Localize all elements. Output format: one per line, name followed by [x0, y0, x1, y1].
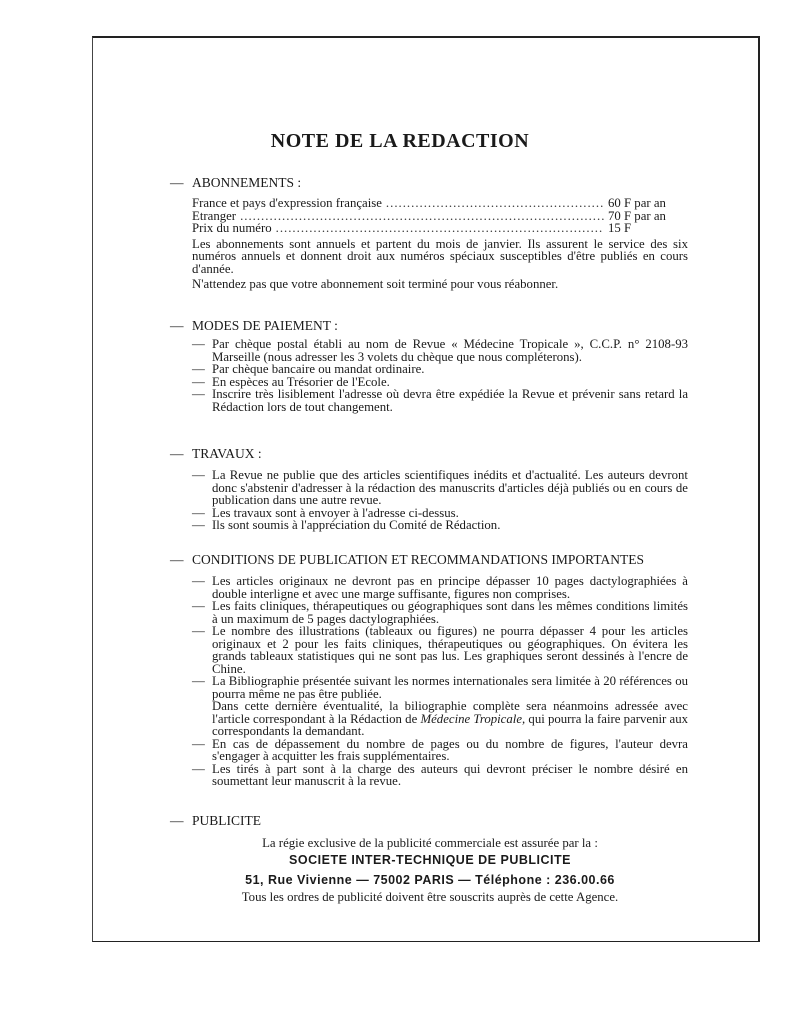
section-travaux-heading	[170, 446, 262, 462]
section-label: TRAVAUX :	[192, 446, 262, 461]
rate-value: 70 F par an	[608, 208, 666, 223]
section-label: MODES DE PAIEMENT :	[192, 318, 338, 333]
list-item	[192, 388, 688, 413]
list-item-text: Le nombre des illustrations (tableaux ou figures) ne pourra dépasser 4 pour les articles originaux et 2 pour les faits cliniques, thérapeutiques ou géographiques. On évitera les grands tableaux statistiques qui ne sont pas lus. Les graphiques seront dessinés à l'encre de Chine.	[212, 624, 688, 676]
rate-row	[192, 197, 688, 210]
section-dash: —	[170, 552, 184, 567]
bullet-dash: —	[192, 624, 205, 638]
bullet-dash: —	[192, 505, 205, 520]
leader-dots	[276, 222, 604, 235]
bullet-dash: —	[192, 599, 205, 613]
rate-row	[192, 222, 688, 235]
bullet-dash: —	[192, 761, 205, 776]
list-item-text: Les tirés à part sont à la charge des auteurs qui devront préciser le nombre désiré en soumettant leur manuscrit à la revue.	[212, 761, 688, 788]
agency-address: 51, Rue Vivienne — 75002 PARIS — Téléphone : 236.00.66	[245, 873, 615, 887]
bullet-dash: —	[192, 674, 205, 688]
list-item-text: La Bibliographie présentée suivant les normes internationales sera limitée à 20 références ou pourra même ne pas être publiée.	[212, 674, 688, 701]
publicite-closing: Tous les ordres de publicité doivent être souscrits auprès de cette Agence.	[241, 890, 619, 904]
bullet-dash: —	[192, 574, 205, 588]
abonnements-paragraph: Les abonnements sont annuels et partent du mois de janvier. Ils assurent le service des six numéros annuels et donnent droit aux numéros spéciaux susceptibles d'être publiés en cours d'année.	[192, 236, 688, 276]
list-item-text: Par chèque bancaire ou mandat ordinaire.	[212, 362, 425, 376]
bullet-dash: —	[192, 387, 205, 401]
section-dash: —	[170, 175, 184, 190]
list-item-text: La Revue ne publie que des articles scientifiques inédits et d'actualité. Les auteurs devront donc s'abstenir d'adresser à la rédaction des manuscrits d'articles déjà publiés ou en cours de publication dans une autre revue.	[212, 468, 688, 507]
list-item	[192, 763, 688, 788]
section-label: PUBLICITE	[192, 813, 261, 828]
bullet-dash: —	[192, 362, 205, 376]
rate-label: Etranger	[192, 208, 237, 223]
publicite-intro: La régie exclusive de la publicité commerciale est assurée par la :	[262, 836, 598, 850]
rate-value: 60 F par an	[608, 196, 666, 210]
bullet-dash: —	[192, 468, 205, 482]
bullet-dash: —	[192, 374, 205, 389]
bibliography-note-text: Dans cette dernière éventualité, la biliographie complète sera néanmoins adressée avec l'article correspondant à la Rédaction de	[212, 699, 688, 726]
list-item	[192, 600, 688, 625]
list-item	[192, 519, 688, 532]
list-item	[192, 469, 688, 507]
conditions-block	[192, 575, 688, 788]
list-item	[192, 675, 688, 738]
abonnements-block	[192, 197, 688, 291]
bibliography-note	[212, 700, 688, 738]
list-item-text: En cas de dépassement du nombre de pages ou du nombre de figures, l'auteur devra s'engager à acquitter les frais supplémentaires.	[212, 736, 688, 763]
section-label: ABONNEMENTS :	[192, 175, 302, 190]
section-label: CONDITIONS DE PUBLICATION ET RECOMMANDATIONS IMPORTANTES	[192, 552, 644, 567]
abonnements-reminder: N'attendez pas que votre abonnement soit terminé pour vous réabonner.	[192, 277, 559, 291]
bullet-dash: —	[192, 736, 205, 751]
bibliography-note-end: qui pourra la faire parvenir aux correspondants la demandant.	[212, 711, 689, 738]
page-title: NOTE DE LA REDACTION	[270, 130, 530, 152]
journal-name: Médecine Tropicale,	[420, 711, 526, 726]
list-item-text: En espèces au Trésorier de l'Ecole.	[212, 374, 390, 389]
section-conditions-heading	[170, 552, 644, 568]
list-item-text: Les travaux sont à envoyer à l'adresse ci-dessus.	[212, 505, 459, 520]
section-modes-heading	[170, 318, 338, 334]
publicite-block	[180, 835, 680, 906]
rate-label: France et pays d'expression française	[192, 196, 382, 210]
list-item	[192, 625, 688, 675]
section-dash: —	[170, 318, 184, 333]
list-item	[192, 575, 688, 600]
list-item-text: Les articles originaux ne devront pas en principe dépasser 10 pages dactylographiées à double interligne et avec une marge suffisante, figures non comprises.	[212, 574, 688, 601]
leader-dots	[240, 210, 604, 223]
list-item-text: Les faits cliniques, thérapeutiques ou géographiques sont dans les mêmes conditions limités à un maximum de 5 pages dactylographiées.	[212, 599, 688, 626]
leader-dots	[386, 197, 604, 210]
section-abonnements-heading	[170, 175, 301, 191]
list-item-text: Par chèque postal établi au nom de Revue « Médecine Tropicale », C.C.P. n° 2108-93 Marseille (nous adresser les 3 volets du chèque que nous compléterons).	[212, 337, 688, 364]
list-item-text: Inscrire très lisiblement l'adresse où devra être expédiée la Revue et prévenir sans retard la Rédaction lors de tout changement.	[212, 387, 688, 414]
list-item	[192, 738, 688, 763]
rate-value: 15 F	[608, 221, 632, 235]
list-item-text: Ils sont soumis à l'appréciation du Comité de Rédaction.	[212, 518, 501, 532]
agency-name: SOCIETE INTER-TECHNIQUE DE PUBLICITE	[289, 853, 571, 867]
bullet-dash: —	[192, 337, 205, 351]
rate-label: Prix du numéro	[192, 221, 272, 235]
travaux-block	[192, 469, 688, 532]
bullet-dash: —	[192, 518, 205, 532]
section-publicite-heading	[170, 813, 261, 829]
section-dash: —	[170, 813, 184, 828]
section-dash: —	[170, 446, 184, 461]
modes-block	[192, 338, 688, 413]
list-item	[192, 338, 688, 363]
